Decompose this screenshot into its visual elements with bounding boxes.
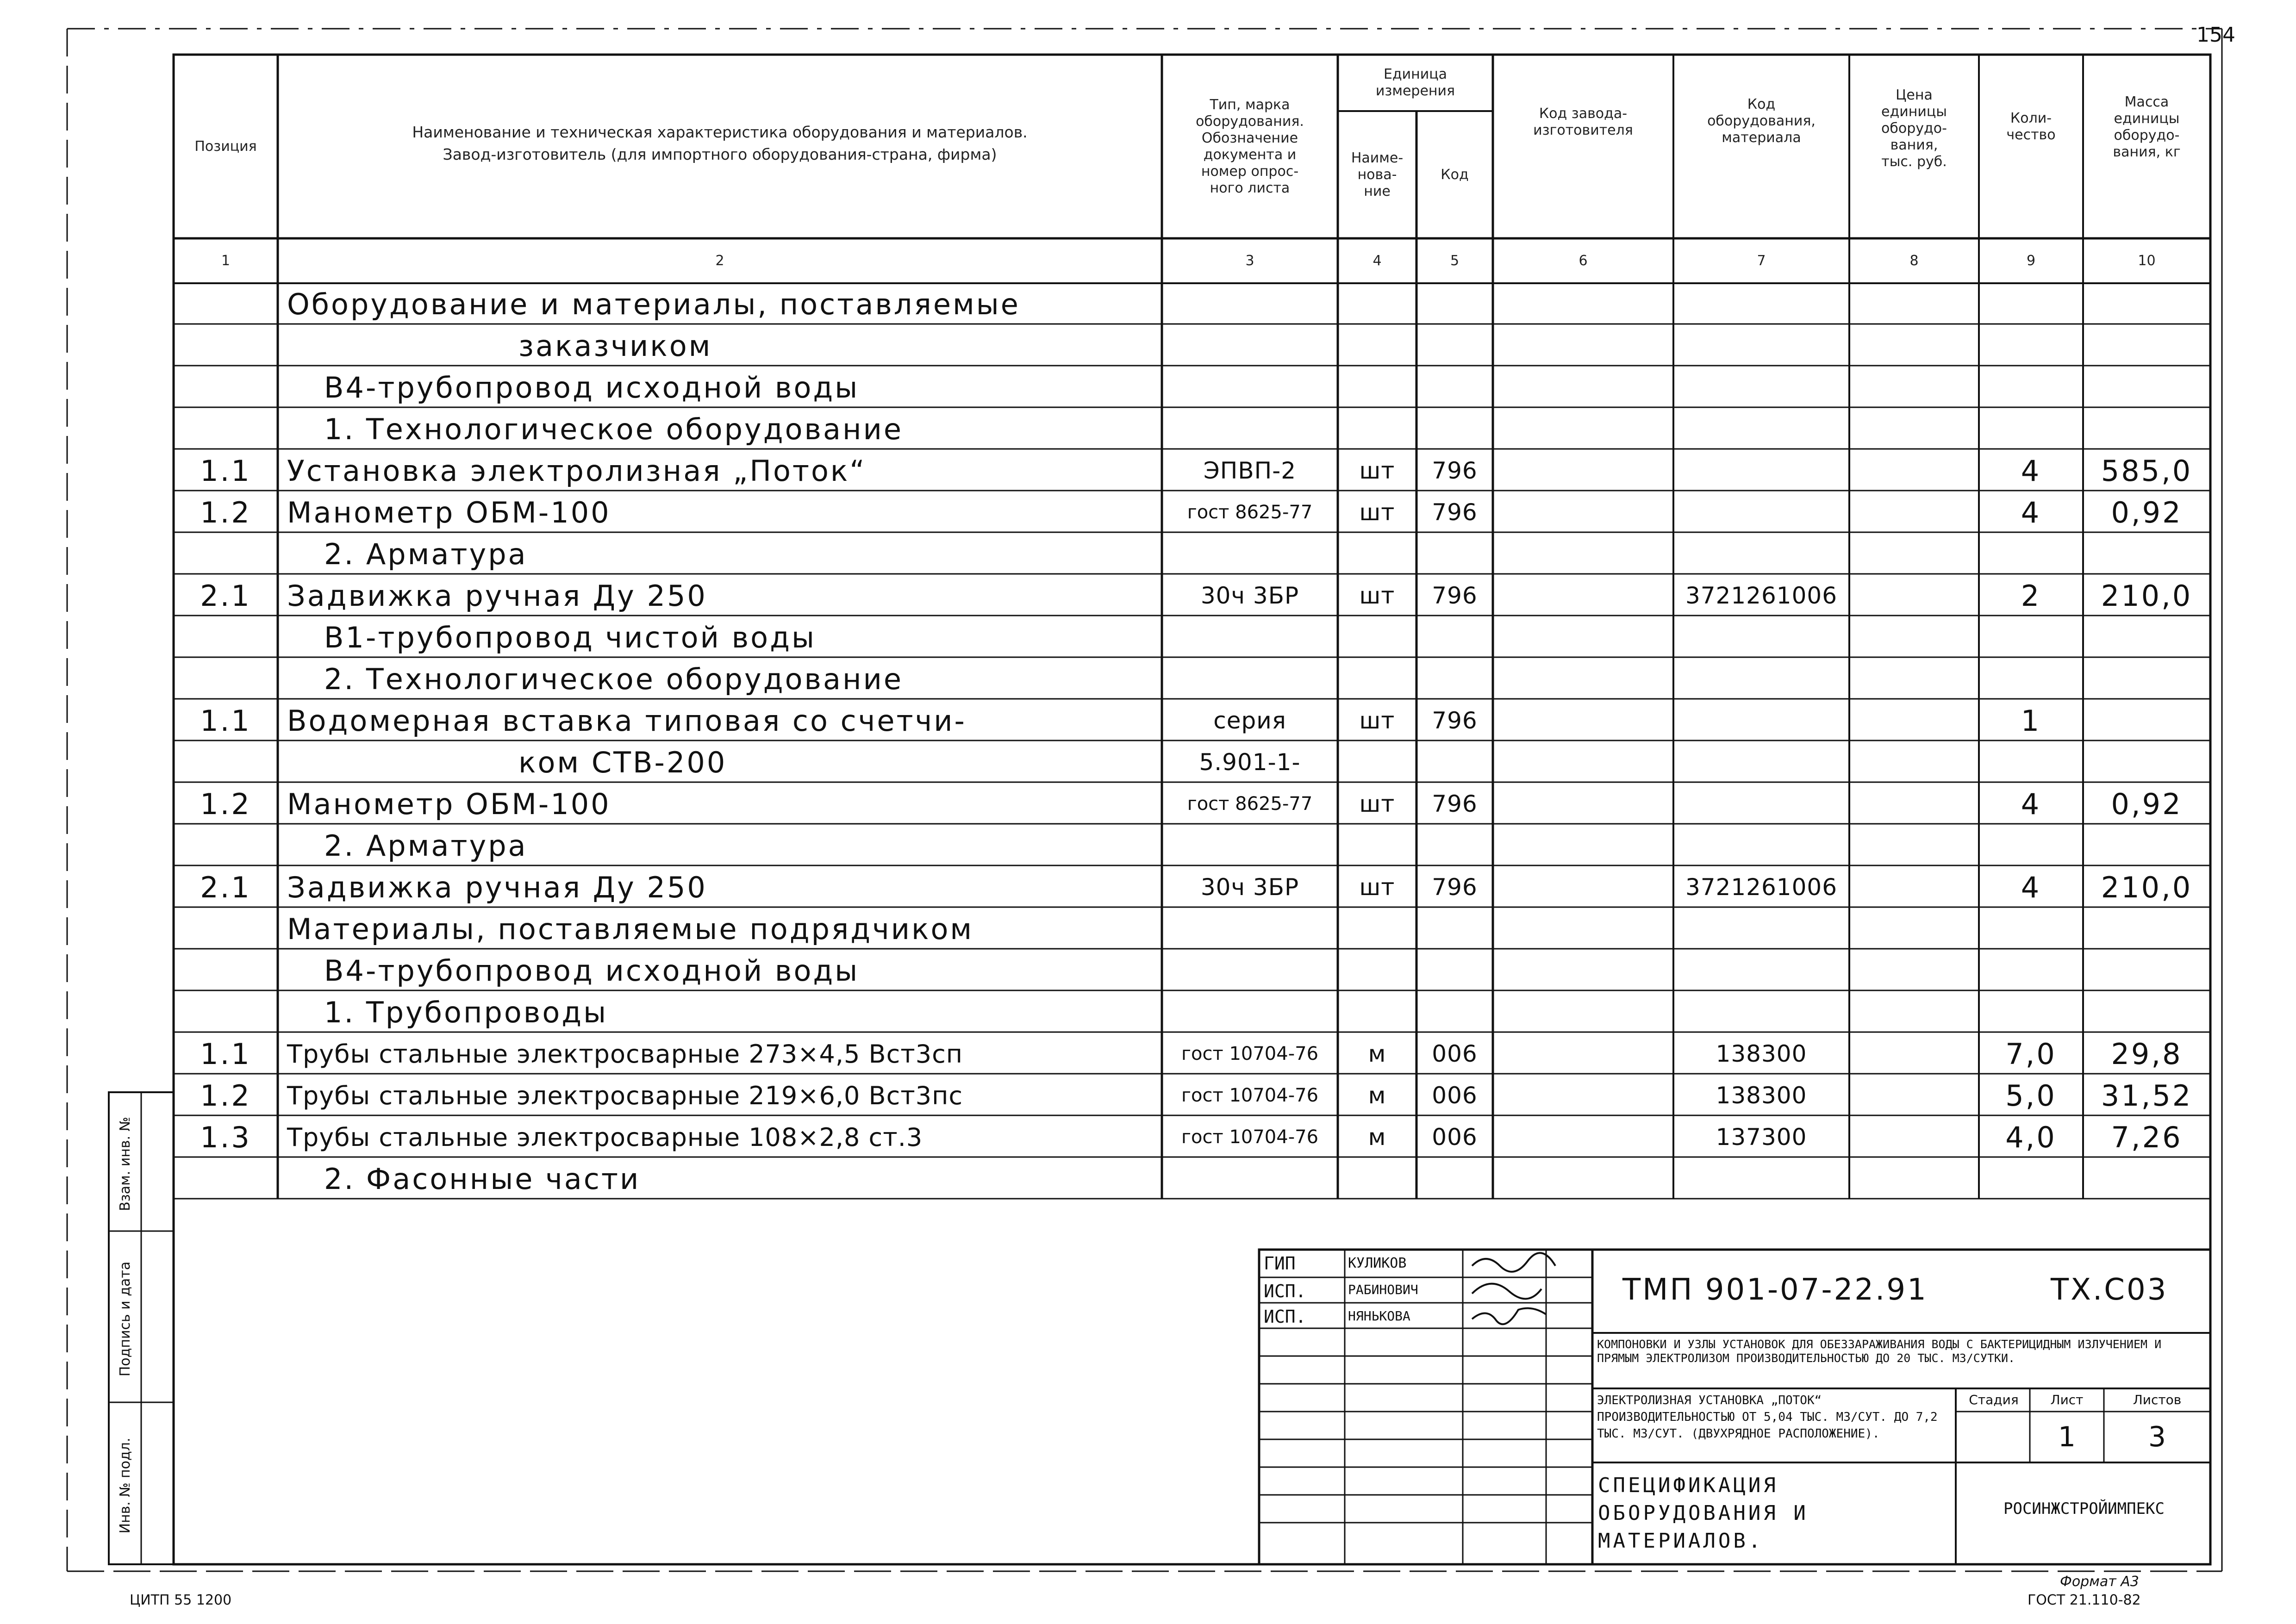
row-unit: шт	[1359, 874, 1395, 901]
row-qty	[1979, 367, 2083, 408]
column-number: 8	[1909, 253, 1919, 269]
row-mass	[2083, 700, 2210, 741]
row-pos	[174, 908, 278, 950]
row-code7	[1673, 492, 1849, 533]
column-number: 4	[1373, 253, 1382, 269]
row-name: Задвижка ручная Ду 250	[287, 579, 707, 613]
row-type: гост 10704-76	[1181, 1085, 1319, 1106]
row-name: Манометр ОБМ-100	[287, 787, 611, 821]
header-type: Тип, марка оборудования. Обозначение документа и номер опрос- ного листа	[1196, 96, 1304, 196]
row-code: 796	[1432, 582, 1478, 609]
row-code7	[1673, 450, 1849, 492]
row-pos: 1.1	[200, 1037, 251, 1071]
row-qty	[1979, 1158, 2083, 1200]
row-type: 5.901-1-	[1199, 749, 1301, 776]
row-code	[1416, 616, 1493, 658]
row-unit	[1338, 741, 1416, 783]
row-code7	[1673, 658, 1849, 700]
tb-role: ГИП	[1264, 1253, 1296, 1274]
column-number: 7	[1757, 253, 1766, 269]
row-mass	[2083, 367, 2210, 408]
row-mass: 210,0	[2101, 579, 2193, 613]
row-unit: шт	[1359, 582, 1395, 609]
row-code: 006	[1432, 1082, 1478, 1109]
header-unit-group: Единица измерения	[1375, 66, 1455, 99]
row-pos: 2.1	[200, 870, 251, 904]
row-name: Трубы стальные электросварные 108×2,8 ст.3	[287, 1122, 923, 1152]
row-type: гост 10704-76	[1181, 1043, 1319, 1064]
row-code	[1416, 325, 1493, 367]
row-unit	[1338, 367, 1416, 408]
header-mass: Масса единицы оборудо- вания, кг	[2113, 94, 2181, 160]
row-pos: 1.2	[200, 495, 251, 529]
tb-name: КУЛИКОВ	[1348, 1255, 1407, 1271]
header-quantity: Коли- чество	[2006, 110, 2056, 143]
row-type: ЭПВП-2	[1203, 457, 1297, 484]
tb-name: РАБИНОВИЧ	[1348, 1282, 1418, 1297]
header-price: Цена единицы оборудо- вания, тыс. руб.	[1881, 87, 1947, 170]
row-pos	[174, 950, 278, 991]
row-unit: шт	[1359, 499, 1395, 526]
tb-role: ИСП.	[1264, 1307, 1306, 1327]
row-type: 30ч 3БР	[1200, 582, 1299, 609]
side-stamp-sign-label: Подпись и дата	[117, 1261, 133, 1377]
tb-sheet-label: Лист	[2050, 1392, 2084, 1407]
row-type	[1162, 658, 1338, 700]
row-code: 796	[1432, 499, 1478, 526]
row-qty	[1979, 741, 2083, 783]
row-unit	[1338, 408, 1416, 450]
row-unit	[1338, 1158, 1416, 1200]
row-code7	[1673, 991, 1849, 1033]
row-mass: 7,26	[2111, 1120, 2183, 1154]
row-pos: 1.2	[200, 1078, 251, 1113]
row-unit: шт	[1359, 790, 1395, 817]
row-pos	[174, 741, 278, 783]
row-code7	[1673, 616, 1849, 658]
row-code7	[1673, 825, 1849, 866]
row-unit	[1338, 950, 1416, 991]
row-mass	[2083, 408, 2210, 450]
row-code7: 138300	[1716, 1082, 1807, 1109]
row-pos	[174, 533, 278, 575]
row-pos	[174, 1158, 278, 1200]
row-code	[1416, 950, 1493, 991]
tb-doc-code: ТМП 901-07-22.91	[1622, 1273, 1928, 1307]
row-code: 006	[1432, 1124, 1478, 1151]
row-code: 796	[1432, 707, 1478, 734]
row-name: 1. Технологическое оборудование	[324, 412, 904, 446]
row-qty: 4,0	[2005, 1120, 2057, 1154]
tb-role: ИСП.	[1264, 1281, 1306, 1301]
row-unit	[1338, 991, 1416, 1033]
row-code7	[1673, 533, 1849, 575]
row-code: 796	[1432, 790, 1478, 817]
row-unit	[1338, 616, 1416, 658]
row-qty: 4	[2021, 454, 2041, 488]
row-mass: 31,52	[2101, 1078, 2193, 1113]
footer-left: ЦИТП 55 1200	[130, 1592, 232, 1608]
row-name: Водомерная вставка типовая со счетчи-	[287, 703, 967, 738]
row-unit: шт	[1359, 457, 1395, 484]
row-name: Оборудование и материалы, поставляемые	[287, 287, 1020, 321]
row-type	[1162, 325, 1338, 367]
header-plant-code: Код завода- изготовителя	[1533, 106, 1633, 138]
row-pos: 1.1	[200, 703, 251, 738]
row-code7	[1673, 783, 1849, 825]
row-pos	[174, 408, 278, 450]
row-unit	[1338, 533, 1416, 575]
row-qty	[1979, 991, 2083, 1033]
row-qty: 5,0	[2005, 1078, 2057, 1113]
row-qty	[1979, 658, 2083, 700]
row-pos: 2.1	[200, 579, 251, 613]
row-qty	[1979, 533, 2083, 575]
row-unit	[1338, 658, 1416, 700]
row-type: серия	[1213, 707, 1286, 734]
row-unit: шт	[1359, 707, 1395, 734]
header-unit-name: Наиме- нова- ние	[1351, 149, 1404, 199]
row-type	[1162, 991, 1338, 1033]
row-mass	[2083, 533, 2210, 575]
row-type	[1162, 1158, 1338, 1200]
row-mass	[2083, 825, 2210, 866]
row-code7	[1673, 325, 1849, 367]
row-name: Материалы, поставляемые подрядчиком	[287, 912, 974, 946]
row-mass: 210,0	[2101, 870, 2193, 904]
tb-doc-title: СПЕЦИФИКАЦИЯ ОБОРУДОВАНИЯ И МАТЕРИАЛОВ.	[1598, 1474, 1809, 1553]
row-name: Установка электролизная „Поток“	[287, 454, 867, 488]
column-number: 10	[2138, 253, 2156, 269]
row-type	[1162, 533, 1338, 575]
row-qty: 4	[2021, 495, 2041, 529]
row-qty	[1979, 283, 2083, 325]
row-pos	[174, 825, 278, 866]
row-mass	[2083, 658, 2210, 700]
row-name: Задвижка ручная Ду 250	[287, 870, 707, 904]
row-name: 2. Арматура	[324, 828, 528, 863]
row-name: В4-трубопровод исходной воды	[324, 953, 860, 988]
header-name	[278, 65, 1162, 222]
row-pos	[174, 991, 278, 1033]
row-qty	[1979, 825, 2083, 866]
column-number: 6	[1578, 253, 1588, 269]
row-code7: 3721261006	[1685, 582, 1838, 609]
tb-name: НЯНЬКОВА	[1348, 1308, 1410, 1324]
row-type: гост 8625-77	[1187, 793, 1313, 815]
row-code: 006	[1432, 1040, 1478, 1067]
row-mass	[2083, 283, 2210, 325]
row-pos: 1.2	[200, 787, 251, 821]
row-qty	[1979, 908, 2083, 950]
sheet-number: 154	[2196, 23, 2235, 47]
row-name: Трубы стальные электросварные 273×4,5 Вст3сп	[287, 1039, 963, 1069]
row-pos	[174, 283, 278, 325]
row-type	[1162, 616, 1338, 658]
row-code7	[1673, 741, 1849, 783]
row-code	[1416, 991, 1493, 1033]
row-code	[1416, 908, 1493, 950]
row-type	[1162, 825, 1338, 866]
header-equipment-code: Код оборудования, материала	[1707, 96, 1816, 146]
side-stamp-replace-label: Взам. инв. №	[117, 1117, 133, 1211]
column-number: 2	[715, 253, 724, 269]
row-name: Трубы стальные электросварные 219×6,0 Вст3пс	[287, 1081, 963, 1110]
row-name: 2. Фасонные части	[324, 1162, 641, 1196]
row-name: Манометр ОБМ-100	[287, 495, 611, 529]
row-type	[1162, 408, 1338, 450]
row-code	[1416, 1158, 1493, 1200]
row-code7	[1673, 908, 1849, 950]
row-qty	[1979, 616, 2083, 658]
row-code7	[1673, 700, 1849, 741]
row-type	[1162, 908, 1338, 950]
row-code7: 138300	[1716, 1040, 1807, 1067]
row-qty	[1979, 408, 2083, 450]
row-name: В1-трубопровод чистой воды	[324, 620, 816, 654]
row-unit	[1338, 283, 1416, 325]
row-name: В4-трубопровод исходной воды	[324, 370, 860, 404]
row-mass	[2083, 325, 2210, 367]
row-code7	[1673, 950, 1849, 991]
row-qty: 7,0	[2005, 1037, 2057, 1071]
row-code7	[1673, 367, 1849, 408]
row-code: 796	[1432, 457, 1478, 484]
column-number: 9	[2026, 253, 2036, 269]
row-mass	[2083, 741, 2210, 783]
tb-object: ЭЛЕКТРОЛИЗНАЯ УСТАНОВКА „ПОТОК“ ПРОИЗВОДИТЕЛЬНОСТЬЮ ОТ 5,04 ТЫС. М3/СУТ. ДО 7,2 ТЫС. М3/СУТ. (ДВУХРЯДНОЕ РАСПОЛОЖЕНИЕ).	[1597, 1394, 1938, 1441]
tb-sheet-code: ТХ.С03	[2051, 1273, 2168, 1307]
row-type	[1162, 367, 1338, 408]
row-name: 2. Технологическое оборудование	[324, 662, 904, 696]
row-code	[1416, 408, 1493, 450]
header-name-line1: Наименование и техническая характеристика оборудования и материалов.	[412, 123, 1028, 141]
row-unit: м	[1368, 1124, 1386, 1151]
row-unit	[1338, 325, 1416, 367]
row-unit: м	[1368, 1040, 1386, 1067]
row-unit	[1338, 908, 1416, 950]
row-qty: 4	[2021, 787, 2041, 821]
row-pos: 1.1	[200, 454, 251, 488]
row-unit	[1338, 825, 1416, 866]
row-qty: 4	[2021, 870, 2041, 904]
row-mass: 0,92	[2111, 787, 2183, 821]
row-mass	[2083, 950, 2210, 991]
footer-right: ГОСТ 21.110-82	[2028, 1592, 2141, 1608]
row-unit: м	[1368, 1082, 1386, 1109]
row-type: гост 8625-77	[1187, 502, 1313, 523]
row-code7	[1673, 283, 1849, 325]
row-code7: 137300	[1716, 1124, 1807, 1151]
row-code	[1416, 825, 1493, 866]
row-mass: 29,8	[2111, 1037, 2183, 1071]
header-position: Позиция	[194, 138, 257, 155]
column-number: 5	[1450, 253, 1460, 269]
header-name-line2: Завод-изготовитель (для импортного оборудования-страна, фирма)	[443, 145, 997, 163]
row-qty: 2	[2021, 579, 2041, 613]
row-mass	[2083, 616, 2210, 658]
tb-sheet: 1	[2058, 1421, 2076, 1453]
row-mass	[2083, 1158, 2210, 1200]
tb-project: КОМПОНОВКИ И УЗЛЫ УСТАНОВОК ДЛЯ ОБЕЗЗАРАЖИВАНИЯ ВОДЫ С БАКТЕРИЦИДНЫМ ИЗЛУЧЕНИЕМ И ПРЯМЫМ ЭЛЕКТРОЛИЗОМ ПРОИЗВОДИТЕЛЬНОСТЬЮ ДО 20 ТЫС. М3/СУТКИ.	[1597, 1338, 2162, 1365]
format-label: Формат А3	[2060, 1574, 2139, 1590]
row-mass	[2083, 991, 2210, 1033]
row-code7: 3721261006	[1685, 874, 1838, 901]
row-qty: 1	[2021, 703, 2041, 738]
row-code7	[1673, 408, 1849, 450]
row-pos	[174, 325, 278, 367]
row-name: 2. Арматура	[324, 537, 528, 571]
row-name: 1. Трубопроводы	[324, 995, 608, 1029]
row-code	[1416, 533, 1493, 575]
row-type	[1162, 283, 1338, 325]
row-qty	[1979, 325, 2083, 367]
row-pos	[174, 367, 278, 408]
header-unit-code: Код	[1441, 166, 1469, 183]
tb-org: РОСИНЖСТРОЙИМПЕКС	[2003, 1500, 2165, 1518]
row-type: гост 10704-76	[1181, 1126, 1319, 1148]
row-mass	[2083, 908, 2210, 950]
row-code	[1416, 283, 1493, 325]
tb-stage-label: Стадия	[1969, 1392, 2019, 1407]
row-type	[1162, 950, 1338, 991]
row-code7	[1673, 1158, 1849, 1200]
row-name: ком СТВ-200	[518, 745, 727, 779]
row-type: 30ч 3БР	[1200, 874, 1299, 901]
row-code: 796	[1432, 874, 1478, 901]
row-code	[1416, 658, 1493, 700]
tb-sheets-label: Листов	[2133, 1392, 2182, 1407]
row-name: заказчиком	[518, 329, 712, 363]
column-number: 3	[1245, 253, 1254, 269]
row-mass: 0,92	[2111, 495, 2183, 529]
row-pos	[174, 616, 278, 658]
row-pos: 1.3	[200, 1120, 251, 1154]
row-qty	[1979, 950, 2083, 991]
row-pos	[174, 658, 278, 700]
row-mass: 585,0	[2101, 454, 2193, 488]
row-code	[1416, 367, 1493, 408]
tb-sheets: 3	[2148, 1421, 2166, 1453]
side-stamp-inv-label: Инв. № подл.	[117, 1437, 133, 1534]
row-code	[1416, 741, 1493, 783]
column-number: 1	[221, 253, 231, 269]
